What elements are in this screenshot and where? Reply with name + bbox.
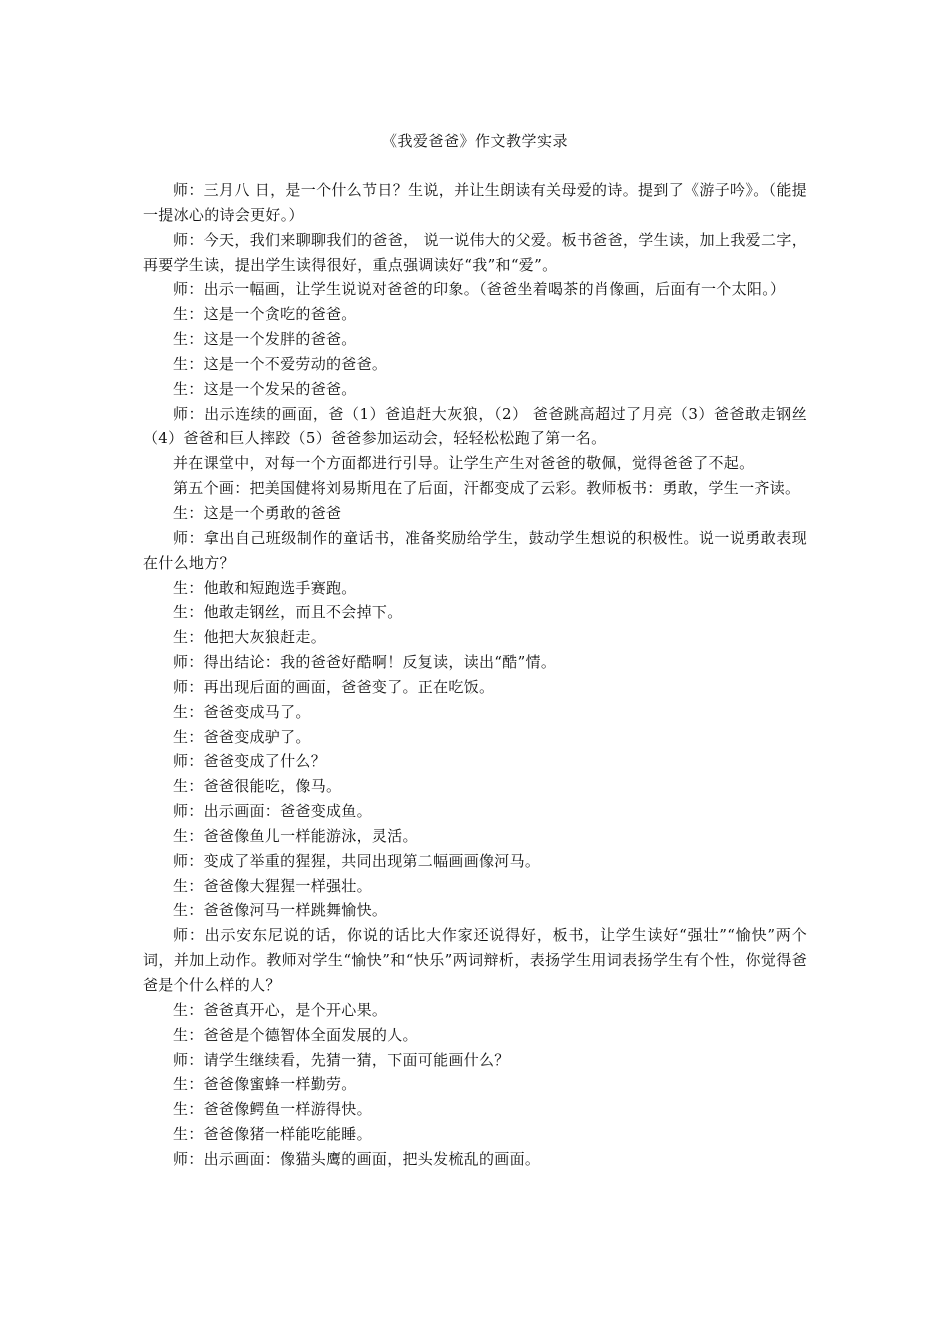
paragraph: 生：爸爸像鱼儿一样能游泳，灵活。 (173, 826, 418, 845)
paragraph: 生：爸爸像猪一样能吃能睡。 (173, 1125, 372, 1144)
paragraph: 师：请学生继续看，先猜一猜，下面可能画什么？ (173, 1050, 510, 1069)
paragraph: 生：爸爸变成马了。 (173, 702, 311, 721)
paragraph: 生：这是一个发胖的爸爸。 (173, 330, 357, 349)
paragraph: 并在课堂中，对每一个方面都进行引导。让学生产生对爸爸的敬佩，觉得爸爸了不起。 (173, 454, 755, 473)
paragraph: 生：这是一个不爱劳动的爸爸。 (173, 354, 388, 373)
paragraph: 生：爸爸变成驴了。 (173, 727, 311, 746)
paragraph: 生：爸爸像蜜蜂一样勤劳。 (173, 1075, 357, 1094)
paragraph: 师：再出现后面的画面，爸爸变了。正在吃饭。 (173, 677, 495, 696)
paragraph: 师：今天，我们来聊聊我们的爸爸， 说一说伟大的父爱。板书爸爸，学生读，加上我爱二字，再要学生读，提出学生读得很好，重点强调读好“我”和“爱”。 (143, 230, 807, 274)
paragraph: 生：他把大灰狼赶走。 (173, 628, 327, 647)
paragraph: 生：他敢和短跑选手赛跑。 (173, 578, 357, 597)
paragraph: 第五个画：把美国健将刘易斯甩在了后面，汗都变成了云彩。教师板书：勇敢，学生一齐读。 (173, 479, 801, 498)
paragraph: 师：出示画面：爸爸变成鱼。 (173, 802, 372, 821)
paragraph: 师：得出结论：我的爸爸好酷啊！反复读，读出“酷”情。 (173, 653, 557, 672)
paragraph: 师：三月八 日，是一个什么节日？生说，并让生朗读有关母爱的诗。提到了《游子吟》。（能提一提冰心的诗会更好。） (143, 181, 807, 224)
paragraph: 师：变成了举重的猩猩，共同出现第二幅画画像河马。 (173, 851, 541, 870)
paragraph: 生：爸爸很能吃，像马。 (173, 777, 342, 796)
paragraph: 生：他敢走钢丝，而且不会掉下。 (173, 603, 403, 622)
paragraph: 师：出示连续的画面，爸（1）爸追赶大灰狼，（2） 爸爸跳高超过了月亮（3）爸爸敢走钢丝（4）爸爸和巨人摔跤（5）爸爸参加运动会，轻轻松松跑了第一名。 (143, 404, 807, 448)
paragraph: 师：出示画面：像猫头鹰的画面，把头发梳乱的画面。 (173, 1149, 541, 1168)
paragraph: 生：这是一个贪吃的爸爸。 (173, 305, 357, 324)
paragraph: 生：爸爸像鳄鱼一样游得快。 (173, 1100, 372, 1119)
paragraph: 师：出示安东尼说的话，你说的话比大作家还说得好，板书，让学生读好“强壮”“愉快”两个词，并加上动作。教师对学生“愉快”和“快乐”两词辩析，表扬学生用词表扬学生有个性，你觉得爸爸是个什么样的人？ (143, 926, 807, 994)
paragraph: 生：爸爸是个德智体全面发展的人。 (173, 1025, 418, 1044)
document-title: 《我爱爸爸》作文教学实录 (381, 132, 568, 150)
paragraph: 生：爸爸像河马一样跳舞愉快。 (173, 901, 388, 920)
paragraph: 生：爸爸像大猩猩一样强壮。 (173, 876, 372, 895)
paragraph: 生：这是一个发呆的爸爸。 (173, 379, 357, 398)
paragraph: 生：这是一个勇敢的爸爸 (173, 503, 342, 522)
document-body (143, 178, 807, 1172)
paragraph: 师：拿出自己班级制作的童话书，准备奖励给学生，鼓动学生想说的积极性。说一说勇敢表现在什么地方？ (143, 528, 807, 572)
paragraph: 师：爸爸变成了什么？ (173, 752, 327, 771)
paragraph: 生：爸爸真开心，是个开心果。 (173, 1000, 388, 1019)
paragraph: 师：出示一幅画，让学生说说对爸爸的印象。（爸爸坐着喝茶的肖像画，后面有一个太阳。） (173, 280, 786, 299)
